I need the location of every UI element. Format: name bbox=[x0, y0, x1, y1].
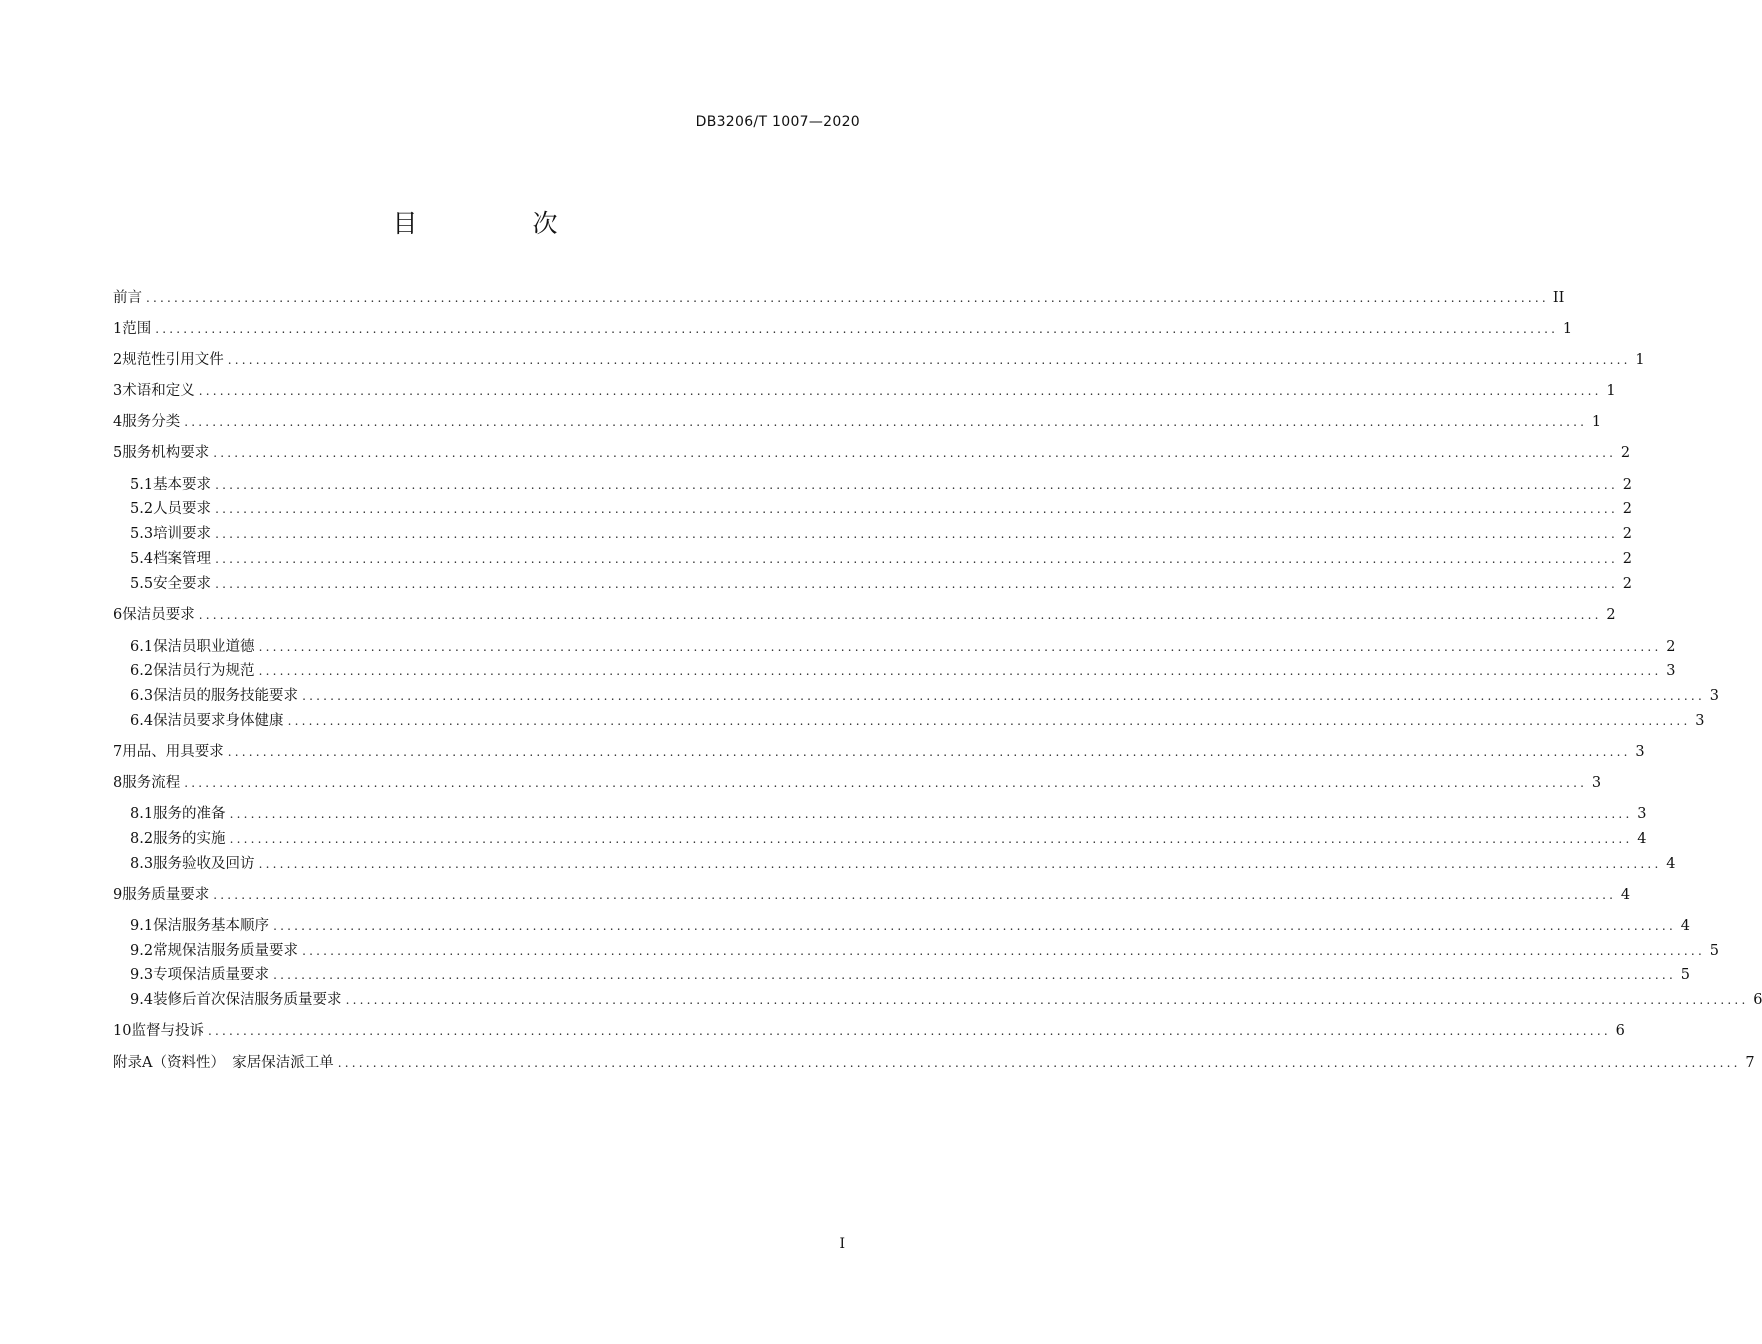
document-code: DB3206/T 1007—2020 bbox=[695, 114, 860, 130]
toc-entry[interactable] bbox=[113, 636, 1676, 658]
toc-entry-number: 5 bbox=[113, 445, 123, 461]
toc-entry-number: 8 bbox=[113, 775, 123, 791]
toc-leader-dots: ........................................................................................................................................................................................................ bbox=[273, 919, 1676, 933]
toc-entry[interactable] bbox=[113, 989, 1762, 1011]
toc-leader-dots: ........................................................................................................................................................................................................ bbox=[302, 944, 1705, 958]
toc-entry-page: 3 bbox=[1637, 806, 1647, 822]
toc-leader-dots: ........................................................................................................................................................................................................ bbox=[215, 527, 1618, 541]
toc-entry-label: 服务流程 bbox=[122, 775, 181, 791]
toc-entry-page: 2 bbox=[1622, 551, 1632, 567]
toc-entry[interactable] bbox=[113, 380, 1616, 402]
toc-entry-number: 9 bbox=[113, 887, 123, 903]
toc-leader-dots: ........................................................................................................................................................................................................ bbox=[302, 689, 1705, 703]
toc-entry-page: 3 bbox=[1666, 663, 1676, 679]
toc-leader-dots: ........................................................................................................................................................................................................ bbox=[184, 776, 1588, 790]
toc-leader-dots: ........................................................................................................................................................................................................ bbox=[258, 640, 1662, 654]
toc-entry-label: 保洁员职业道德 bbox=[153, 639, 255, 655]
toc-entry-page: 2 bbox=[1666, 639, 1676, 655]
toc-entry-page: 2 bbox=[1622, 477, 1632, 493]
toc-entry-label: 服务验收及回访 bbox=[153, 856, 255, 872]
toc-leader-dots: ........................................................................................................................................................................................................ bbox=[258, 664, 1662, 678]
toc-leader-dots: ........................................................................................................................................................................................................ bbox=[227, 745, 1631, 759]
toc-entry-number: 6 bbox=[113, 607, 123, 623]
toc-entry[interactable] bbox=[113, 828, 1647, 850]
toc-entry[interactable] bbox=[113, 1052, 1755, 1074]
toc-entry-number: 8.1 bbox=[130, 806, 154, 822]
toc-entry[interactable] bbox=[113, 853, 1676, 875]
toc-entry-number: 5.3 bbox=[130, 526, 154, 542]
toc-entry-label: 装修后首次保洁服务质量要求 bbox=[153, 992, 342, 1008]
toc-entry[interactable] bbox=[113, 1020, 1625, 1042]
toc-entry-number: 10 bbox=[113, 1023, 132, 1039]
toc-leader-dots: ........................................................................................................................................................................................................ bbox=[155, 322, 1559, 336]
toc-entry-number: 8.3 bbox=[130, 856, 154, 872]
toc-leader-dots: ........................................................................................................................................................................................................ bbox=[198, 384, 1602, 398]
toc-entry-number: 7 bbox=[113, 744, 123, 760]
toc-entry-label: 服务质量要求 bbox=[122, 887, 210, 903]
toc-entry-label: 保洁员行为规范 bbox=[153, 663, 255, 679]
toc-entry[interactable] bbox=[113, 772, 1602, 794]
toc-leader-dots: ........................................................................................................................................................................................................ bbox=[337, 1056, 1741, 1070]
toc-entry-label: 术语和定义 bbox=[122, 383, 195, 399]
toc-entry[interactable] bbox=[113, 915, 1690, 937]
toc-entry-label: 范围 bbox=[122, 321, 152, 337]
toc-leader-dots: ........................................................................................................................................................................................................ bbox=[146, 291, 1549, 305]
toc-entry-page: 7 bbox=[1745, 1055, 1755, 1071]
toc-entry-page: 3 bbox=[1709, 688, 1719, 704]
toc-entry[interactable] bbox=[113, 803, 1647, 825]
toc-entry-label: 服务分类 bbox=[122, 414, 181, 430]
toc-entry-label: 规范性引用文件 bbox=[122, 352, 224, 368]
toc-entry-label: 培训要求 bbox=[153, 526, 212, 542]
toc-entry[interactable] bbox=[113, 411, 1602, 433]
toc-entry-label: 服务机构要求 bbox=[122, 445, 210, 461]
toc-entry-label: 基本要求 bbox=[153, 477, 212, 493]
toc-entry[interactable] bbox=[113, 498, 1632, 520]
toc-leader-dots: ........................................................................................................................................................................................................ bbox=[229, 807, 1633, 821]
toc-entry-number: 1 bbox=[113, 321, 123, 337]
toc-entry[interactable] bbox=[113, 548, 1632, 570]
toc-leader-dots: ........................................................................................................................................................................................................ bbox=[184, 415, 1588, 429]
toc-entry-label: 监督与投诉 bbox=[131, 1023, 204, 1039]
toc-entry[interactable] bbox=[113, 940, 1719, 962]
toc-entry-page: 3 bbox=[1695, 713, 1705, 729]
toc-entry[interactable] bbox=[113, 349, 1645, 371]
toc-entry-label: 用品、用具要求 bbox=[122, 744, 224, 760]
toc-leader-dots: ........................................................................................................................................................................................................ bbox=[215, 552, 1618, 566]
toc-entry[interactable] bbox=[113, 604, 1616, 626]
toc-entry-label: 服务的实施 bbox=[153, 831, 226, 847]
toc-entry-number: 9.1 bbox=[130, 918, 154, 934]
toc-entry-page: 2 bbox=[1622, 576, 1632, 592]
toc-entry-page: 1 bbox=[1591, 414, 1602, 430]
toc-entry[interactable] bbox=[113, 573, 1632, 595]
toc-entry[interactable] bbox=[113, 287, 1565, 309]
toc-entry-label: 保洁员要求身体健康 bbox=[153, 713, 284, 729]
toc-leader-dots: ........................................................................................................................................................................................................ bbox=[215, 577, 1618, 591]
toc-entry-page: 1 bbox=[1606, 383, 1616, 399]
toc-entry-number: 8.2 bbox=[130, 831, 154, 847]
toc-entry[interactable] bbox=[113, 442, 1631, 464]
toc-entry-number: 5.2 bbox=[130, 501, 154, 517]
toc-entry[interactable] bbox=[113, 741, 1645, 763]
toc-entry-label: 保洁员的服务技能要求 bbox=[153, 688, 299, 704]
toc-entry[interactable] bbox=[113, 523, 1632, 545]
toc-leader-dots: ........................................................................................................................................................................................................ bbox=[213, 888, 1617, 902]
toc-entry[interactable] bbox=[113, 884, 1631, 906]
toc-leader-dots: ........................................................................................................................................................................................................ bbox=[215, 502, 1618, 516]
toc-entry-label: 专项保洁质量要求 bbox=[153, 967, 270, 983]
toc-entry-number: 4 bbox=[113, 414, 123, 430]
toc-entry-number: 6.1 bbox=[130, 639, 154, 655]
toc-entry-number: 3 bbox=[113, 383, 123, 399]
toc-entry-page: 5 bbox=[1680, 967, 1690, 983]
toc-entry-label: 常规保洁服务质量要求 bbox=[153, 943, 299, 959]
toc-leader-dots: ........................................................................................................................................................................................................ bbox=[215, 478, 1618, 492]
toc-entry-page: 3 bbox=[1591, 775, 1602, 791]
toc-entry-page: 1 bbox=[1562, 321, 1573, 337]
toc-leader-dots: ........................................................................................................................................................................................................ bbox=[258, 857, 1662, 871]
toc-entry-page: 4 bbox=[1666, 856, 1676, 872]
toc-entry-page: 4 bbox=[1637, 831, 1647, 847]
toc-entry-number: 6.3 bbox=[130, 688, 154, 704]
toc-entry-page: 2 bbox=[1622, 526, 1632, 542]
toc-entry[interactable] bbox=[113, 474, 1632, 496]
toc-entry-page: 2 bbox=[1606, 607, 1616, 623]
toc-entry-number: 9.4 bbox=[130, 992, 154, 1008]
toc-entry-label: 保洁服务基本顺序 bbox=[153, 918, 270, 934]
toc-entry-number: 9.3 bbox=[130, 967, 154, 983]
toc-entry[interactable] bbox=[113, 660, 1676, 682]
toc-entry-label: 前言 bbox=[113, 290, 142, 306]
toc-entry-page: 4 bbox=[1620, 887, 1631, 903]
toc-entry-page: 3 bbox=[1635, 744, 1645, 760]
toc-entry-page: 1 bbox=[1635, 352, 1645, 368]
toc-entry-number: 5.4 bbox=[130, 551, 154, 567]
page-number: I bbox=[839, 1236, 845, 1252]
toc-entry-page: 5 bbox=[1709, 943, 1719, 959]
toc-leader-dots: ........................................................................................................................................................................................................ bbox=[273, 968, 1676, 982]
toc-entry-page: 6 bbox=[1753, 992, 1762, 1008]
toc-entry-label: 安全要求 bbox=[153, 576, 212, 592]
toc-leader-dots: ........................................................................................................................................................................................................ bbox=[229, 832, 1633, 846]
toc-entry-label: 保洁员要求 bbox=[122, 607, 195, 623]
toc-entry-number: 9.2 bbox=[130, 943, 154, 959]
toc-entry[interactable] bbox=[113, 964, 1690, 986]
toc-entry-label: 服务的准备 bbox=[153, 806, 226, 822]
toc-leader-dots: ........................................................................................................................................................................................................ bbox=[227, 353, 1631, 367]
toc-entry-number: 6.4 bbox=[130, 713, 154, 729]
toc-leader-dots: ........................................................................................................................................................................................................ bbox=[345, 993, 1749, 1007]
toc-entry-page: II bbox=[1552, 290, 1565, 306]
toc-entry-label: 人员要求 bbox=[153, 501, 212, 517]
toc-entry-label: 档案管理 bbox=[153, 551, 212, 567]
toc-entry-label: 附录A（资料性） 家居保洁派工单 bbox=[113, 1055, 334, 1071]
toc-leader-dots: ........................................................................................................................................................................................................ bbox=[198, 608, 1602, 622]
toc-entry-page: 2 bbox=[1622, 501, 1632, 517]
toc-entry-page: 4 bbox=[1680, 918, 1690, 934]
toc-entry[interactable] bbox=[113, 685, 1719, 707]
toc-leader-dots: ........................................................................................................................................................................................................ bbox=[213, 446, 1617, 460]
toc-entry-number: 2 bbox=[113, 352, 123, 368]
toc-entry[interactable] bbox=[113, 710, 1705, 732]
toc-entry-number: 5.5 bbox=[130, 576, 154, 592]
toc-entry[interactable] bbox=[113, 318, 1573, 340]
toc-entry-number: 6.2 bbox=[130, 663, 154, 679]
toc-entry-number: 5.1 bbox=[130, 477, 154, 493]
toc-leader-dots: ........................................................................................................................................................................................................ bbox=[207, 1024, 1611, 1038]
toc-leader-dots: ........................................................................................................................................................................................................ bbox=[287, 714, 1691, 728]
toc-entry-page: 2 bbox=[1620, 445, 1631, 461]
toc-entry-page: 6 bbox=[1615, 1023, 1625, 1039]
page-title: 目 次 bbox=[392, 209, 603, 238]
